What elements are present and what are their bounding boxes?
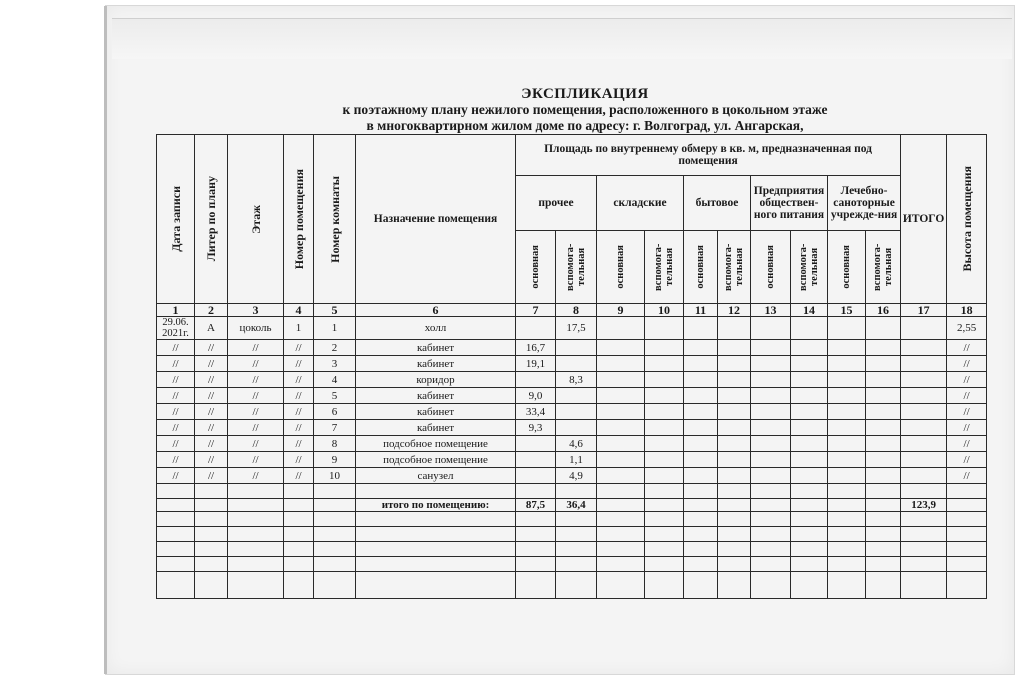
cell-letter: // [195, 436, 228, 452]
header-purpose: Назначение помещения [356, 135, 516, 304]
cell-room: 2 [314, 340, 356, 356]
cell-date: 29.06. 2021г. [157, 317, 195, 340]
cell-purpose: кабинет [356, 404, 516, 420]
cell-floor: цоколь [228, 317, 284, 340]
col-number: 1 [157, 304, 195, 317]
cell-main: 9,0 [516, 388, 556, 404]
cell-date: // [157, 372, 195, 388]
col-number: 8 [556, 304, 597, 317]
cell-height: // [947, 404, 987, 420]
group-other: прочее [516, 176, 597, 231]
empty-row [157, 512, 987, 527]
cell-date: // [157, 356, 195, 372]
cell-main: 33,4 [516, 404, 556, 420]
table-row [157, 317, 987, 340]
empty-row [157, 572, 987, 599]
cell-main [516, 436, 556, 452]
empty-row [157, 484, 987, 499]
header-area-group: Площадь по внутреннему обмеру в кв. м, предназначенная под помещения [516, 135, 901, 176]
group-catering: Предприятия обществен-ного питания [751, 176, 828, 231]
cell-letter: // [195, 372, 228, 388]
cell-date: // [157, 468, 195, 484]
header-room-no: Номер комнаты [314, 135, 356, 304]
title-block [330, 86, 840, 134]
cell-date: // [157, 388, 195, 404]
cell-premise: // [284, 404, 314, 420]
cell-floor: // [228, 356, 284, 372]
group-storage: складские [597, 176, 684, 231]
cell-aux [556, 340, 597, 356]
header-total: ИТОГО [901, 135, 947, 304]
table-row [157, 404, 987, 420]
cell-main [516, 468, 556, 484]
cell-floor: // [228, 420, 284, 436]
col-number: 3 [228, 304, 284, 317]
cell-letter: // [195, 468, 228, 484]
scan-band [112, 18, 1012, 59]
cell-purpose: подсобное помещение [356, 452, 516, 468]
col-number: 18 [947, 304, 987, 317]
col-number: 15 [828, 304, 866, 317]
cell-aux: 4,9 [556, 468, 597, 484]
cell-purpose: кабинет [356, 420, 516, 436]
col-number: 2 [195, 304, 228, 317]
cell-height: // [947, 388, 987, 404]
cell-main [516, 452, 556, 468]
empty-row [157, 542, 987, 557]
cell-room: 9 [314, 452, 356, 468]
data-rows [157, 317, 987, 484]
paper-edge [104, 6, 107, 674]
empty-row [157, 527, 987, 542]
cell-aux [556, 420, 597, 436]
totals-row [157, 499, 987, 512]
subheader-aux: вспомога-тельная [556, 231, 597, 304]
header-premise-no: Номер помещения [284, 135, 314, 304]
subheader-aux: вспомога-тельная [718, 231, 751, 304]
cell-room: 6 [314, 404, 356, 420]
cell-room: 10 [314, 468, 356, 484]
header-date: Дата записи [157, 135, 195, 304]
cell-premise: 1 [284, 317, 314, 340]
cell-premise: // [284, 420, 314, 436]
cell-letter: // [195, 404, 228, 420]
cell-floor: // [228, 452, 284, 468]
cell-main: 19,1 [516, 356, 556, 372]
cell-aux: 8,3 [556, 372, 597, 388]
cell-purpose: холл [356, 317, 516, 340]
cell-height: // [947, 420, 987, 436]
explication-table [156, 134, 987, 599]
table-row [157, 340, 987, 356]
col-number: 17 [901, 304, 947, 317]
empty-row [157, 557, 987, 572]
cell-premise: // [284, 356, 314, 372]
cell-room: 8 [314, 436, 356, 452]
cell-premise: // [284, 388, 314, 404]
group-household: бытовое [684, 176, 751, 231]
cell-room: 7 [314, 420, 356, 436]
subheader-main: основная [751, 231, 791, 304]
cell-floor: // [228, 340, 284, 356]
col-number: 13 [751, 304, 791, 317]
group-medical: Лечебно-саноторные учрежде-ния [828, 176, 901, 231]
cell-date: // [157, 436, 195, 452]
cell-purpose: кабинет [356, 340, 516, 356]
cell-aux [556, 404, 597, 420]
subheader-aux: вспомога-тельная [791, 231, 828, 304]
cell-aux [556, 388, 597, 404]
cell-premise: // [284, 340, 314, 356]
table-row [157, 388, 987, 404]
cell-main [516, 317, 556, 340]
col-number: 4 [284, 304, 314, 317]
cell-aux [556, 356, 597, 372]
cell-letter: // [195, 356, 228, 372]
table-row [157, 356, 987, 372]
col-number: 9 [597, 304, 645, 317]
cell-room: 1 [314, 317, 356, 340]
cell-main [516, 372, 556, 388]
cell-main: 16,7 [516, 340, 556, 356]
cell-letter: А [195, 317, 228, 340]
cell-aux: 17,5 [556, 317, 597, 340]
cell-purpose: подсобное помещение [356, 436, 516, 452]
title-line-3: в многоквартирном жилом доме по адресу: г. Волгоград, ул. Ангарская, [366, 118, 804, 133]
cell-floor: // [228, 436, 284, 452]
cell-room: 5 [314, 388, 356, 404]
subheader-main: основная [516, 231, 556, 304]
cell-letter: // [195, 452, 228, 468]
cell-floor: // [228, 388, 284, 404]
cell-floor: // [228, 372, 284, 388]
totals-label: итого по помещению: [356, 499, 516, 512]
column-number-row [157, 304, 987, 317]
title-line-2: к поэтажному плану нежилого помещения, расположенного в цокольном этаже [342, 102, 828, 117]
cell-date: // [157, 420, 195, 436]
cell-height: // [947, 356, 987, 372]
totals-aux: 36,4 [556, 499, 597, 512]
table-row [157, 420, 987, 436]
col-number: 11 [684, 304, 718, 317]
col-number: 7 [516, 304, 556, 317]
header-row-1 [157, 135, 987, 176]
document-title: ЭКСПЛИКАЦИЯ [521, 86, 649, 102]
cell-letter: // [195, 340, 228, 356]
col-number: 6 [356, 304, 516, 317]
cell-height: // [947, 436, 987, 452]
cell-height: // [947, 452, 987, 468]
totals-total: 123,9 [901, 499, 947, 512]
subheader-aux: вспомога-тельная [866, 231, 901, 304]
totals-main: 87,5 [516, 499, 556, 512]
subheader-main: основная [684, 231, 718, 304]
col-number: 5 [314, 304, 356, 317]
cell-premise: // [284, 436, 314, 452]
col-number: 16 [866, 304, 901, 317]
cell-letter: // [195, 420, 228, 436]
cell-purpose: коридор [356, 372, 516, 388]
header-floor: Этаж [228, 135, 284, 304]
cell-aux: 4,6 [556, 436, 597, 452]
cell-room: 4 [314, 372, 356, 388]
cell-premise: // [284, 452, 314, 468]
col-number: 10 [645, 304, 684, 317]
cell-room: 3 [314, 356, 356, 372]
table-row [157, 468, 987, 484]
cell-floor: // [228, 468, 284, 484]
cell-aux: 1,1 [556, 452, 597, 468]
cell-height: 2,55 [947, 317, 987, 340]
cell-premise: // [284, 468, 314, 484]
cell-floor: // [228, 404, 284, 420]
header-height: Высота помещения [947, 135, 987, 304]
subheader-aux: вспомога-тельная [645, 231, 684, 304]
cell-date: // [157, 452, 195, 468]
cell-purpose: кабинет [356, 356, 516, 372]
cell-premise: // [284, 372, 314, 388]
cell-date: // [157, 340, 195, 356]
cell-purpose: кабинет [356, 388, 516, 404]
subheader-main: основная [597, 231, 645, 304]
cell-purpose: санузел [356, 468, 516, 484]
col-number: 14 [791, 304, 828, 317]
subheader-main: основная [828, 231, 866, 304]
cell-height: // [947, 468, 987, 484]
header-letter: Литер по плану [195, 135, 228, 304]
cell-height: // [947, 372, 987, 388]
col-number: 12 [718, 304, 751, 317]
cell-date: // [157, 404, 195, 420]
table-row [157, 372, 987, 388]
table-row [157, 452, 987, 468]
cell-main: 9,3 [516, 420, 556, 436]
cell-height: // [947, 340, 987, 356]
cell-letter: // [195, 388, 228, 404]
table-row [157, 436, 987, 452]
